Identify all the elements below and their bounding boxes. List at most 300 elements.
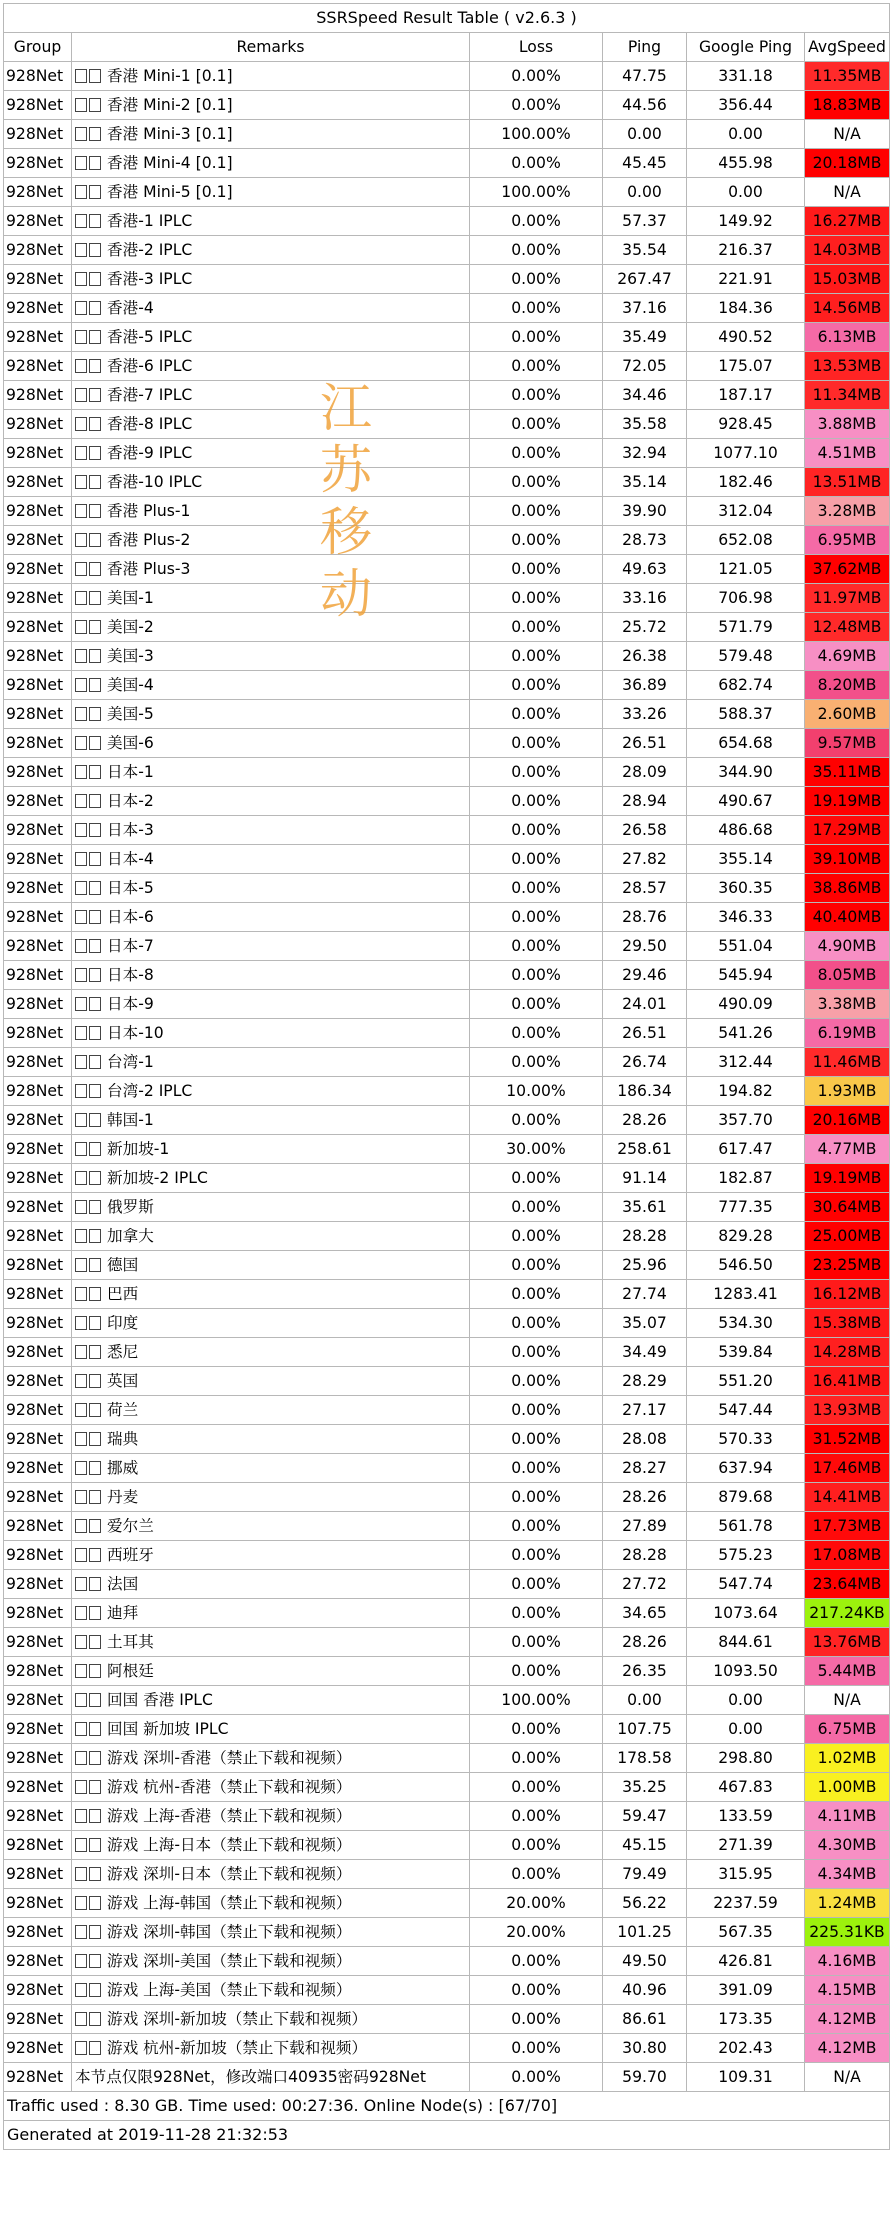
remarks-cell <box>72 91 470 120</box>
remarks-text: 瑞典 <box>107 1430 139 1448</box>
google-ping-cell: 490.09 <box>687 990 805 1019</box>
remarks-cell <box>72 2034 470 2063</box>
remarks-text: 悉尼 <box>107 1343 139 1361</box>
ping-cell: 49.63 <box>603 555 687 584</box>
table-row <box>4 787 890 816</box>
remarks-cell <box>72 352 470 381</box>
flag-placeholder-icon <box>89 562 101 576</box>
table-row <box>4 874 890 903</box>
loss-cell: 0.00% <box>470 1715 603 1744</box>
ping-cell: 57.37 <box>603 207 687 236</box>
table-row <box>4 1454 890 1483</box>
traffic-summary: Traffic used : 8.30 GB. Time used: 00:27:36. Online Node(s) : [67/70] <box>4 2092 890 2121</box>
flag-placeholder-icon <box>89 1113 101 1127</box>
flag-placeholder-icon <box>75 1693 87 1707</box>
ping-cell: 28.26 <box>603 1483 687 1512</box>
avg-speed-cell: 4.30MB <box>805 1831 890 1860</box>
remarks-cell <box>72 555 470 584</box>
group-cell: 928Net <box>4 1106 72 1135</box>
table-row <box>4 1599 890 1628</box>
remarks-cell <box>72 1686 470 1715</box>
remarks-cell <box>72 526 470 555</box>
remarks-text: 西班牙 <box>107 1546 154 1564</box>
avg-speed-cell: 3.38MB <box>805 990 890 1019</box>
group-cell: 928Net <box>4 178 72 207</box>
remarks-text: 香港 Mini-5 [0.1] <box>107 183 233 201</box>
remarks-cell <box>72 497 470 526</box>
flag-placeholder-icon <box>89 1867 101 1881</box>
avg-speed-cell: 17.29MB <box>805 816 890 845</box>
remarks-text: 本节点仅限928Net，修改端口40935密码928Net <box>75 2068 427 2086</box>
remarks-text: 土耳其 <box>107 1633 154 1651</box>
loss-cell: 0.00% <box>470 613 603 642</box>
remarks-text: 香港-4 <box>107 299 154 317</box>
ping-cell: 0.00 <box>603 178 687 207</box>
header-row <box>4 33 890 62</box>
remarks-cell <box>72 932 470 961</box>
group-cell: 928Net <box>4 1976 72 2005</box>
remarks-text: 香港 Mini-4 [0.1] <box>107 154 233 172</box>
loss-cell: 0.00% <box>470 990 603 1019</box>
ping-cell: 35.14 <box>603 468 687 497</box>
flag-placeholder-icon <box>89 736 101 750</box>
ping-cell: 28.28 <box>603 1541 687 1570</box>
avg-speed-cell: 13.51MB <box>805 468 890 497</box>
avg-speed-cell: 20.18MB <box>805 149 890 178</box>
table-row <box>4 1396 890 1425</box>
flag-placeholder-icon <box>75 1055 87 1069</box>
loss-cell: 0.00% <box>470 1309 603 1338</box>
table-row <box>4 149 890 178</box>
flag-placeholder-icon <box>75 1229 87 1243</box>
flag-placeholder-icon <box>89 823 101 837</box>
ping-cell: 24.01 <box>603 990 687 1019</box>
flag-placeholder-icon <box>89 1026 101 1040</box>
remarks-cell <box>72 468 470 497</box>
group-cell: 928Net <box>4 207 72 236</box>
flag-placeholder-icon <box>89 214 101 228</box>
flag-placeholder-icon <box>75 1809 87 1823</box>
loss-cell: 100.00% <box>470 1686 603 1715</box>
group-cell: 928Net <box>4 1164 72 1193</box>
table-row <box>4 1367 890 1396</box>
loss-cell: 0.00% <box>470 1860 603 1889</box>
google-ping-cell: 298.80 <box>687 1744 805 1773</box>
remarks-cell <box>72 1280 470 1309</box>
avg-speed-cell: 4.11MB <box>805 1802 890 1831</box>
loss-cell: 0.00% <box>470 1947 603 1976</box>
avg-speed-cell: 217.24KB <box>805 1599 890 1628</box>
remarks-cell <box>72 1222 470 1251</box>
loss-cell: 0.00% <box>470 91 603 120</box>
remarks-cell <box>72 207 470 236</box>
flag-placeholder-icon <box>89 620 101 634</box>
remarks-cell <box>72 1918 470 1947</box>
table-row <box>4 903 890 932</box>
table-row <box>4 1222 890 1251</box>
header-ping: Ping <box>603 33 687 62</box>
loss-cell: 0.00% <box>470 584 603 613</box>
flag-placeholder-icon <box>89 707 101 721</box>
flag-placeholder-icon <box>89 156 101 170</box>
flag-placeholder-icon <box>89 1925 101 1939</box>
flag-placeholder-icon <box>75 823 87 837</box>
footer-row <box>4 2121 890 2150</box>
avg-speed-cell: 17.73MB <box>805 1512 890 1541</box>
flag-placeholder-icon <box>89 881 101 895</box>
group-cell: 928Net <box>4 1396 72 1425</box>
group-cell: 928Net <box>4 555 72 584</box>
flag-placeholder-icon <box>89 1403 101 1417</box>
google-ping-cell: 184.36 <box>687 294 805 323</box>
flag-placeholder-icon <box>89 1780 101 1794</box>
watermark-char: 动 <box>319 565 372 625</box>
avg-speed-cell: 35.11MB <box>805 758 890 787</box>
avg-speed-cell: 4.51MB <box>805 439 890 468</box>
remarks-text: 美国-2 <box>107 618 154 636</box>
ping-cell: 27.82 <box>603 845 687 874</box>
avg-speed-cell: 1.02MB <box>805 1744 890 1773</box>
ping-cell: 30.80 <box>603 2034 687 2063</box>
remarks-text: 香港 Plus-1 <box>107 502 191 520</box>
group-cell: 928Net <box>4 1802 72 1831</box>
ping-cell: 26.51 <box>603 729 687 758</box>
flag-placeholder-icon <box>75 1490 87 1504</box>
table-row <box>4 1280 890 1309</box>
table-row <box>4 1628 890 1657</box>
remarks-text: 日本-4 <box>107 850 154 868</box>
google-ping-cell: 175.07 <box>687 352 805 381</box>
flag-placeholder-icon <box>89 69 101 83</box>
remarks-cell <box>72 120 470 149</box>
flag-placeholder-icon <box>89 1809 101 1823</box>
google-ping-cell: 467.83 <box>687 1773 805 1802</box>
avg-speed-cell: 14.56MB <box>805 294 890 323</box>
remarks-cell <box>72 584 470 613</box>
flag-placeholder-icon <box>75 1664 87 1678</box>
group-cell: 928Net <box>4 1715 72 1744</box>
google-ping-cell: 1073.64 <box>687 1599 805 1628</box>
remarks-text: 香港-3 IPLC <box>107 270 193 288</box>
avg-speed-cell: 30.64MB <box>805 1193 890 1222</box>
flag-placeholder-icon <box>75 446 87 460</box>
flag-placeholder-icon <box>89 127 101 141</box>
ping-cell: 44.56 <box>603 91 687 120</box>
group-cell: 928Net <box>4 497 72 526</box>
remarks-cell <box>72 1396 470 1425</box>
avg-speed-cell: 37.62MB <box>805 555 890 584</box>
remarks-text: 日本-5 <box>107 879 154 897</box>
flag-placeholder-icon <box>75 1838 87 1852</box>
group-cell: 928Net <box>4 1338 72 1367</box>
avg-speed-cell: 18.83MB <box>805 91 890 120</box>
flag-placeholder-icon <box>89 272 101 286</box>
ping-cell: 28.94 <box>603 787 687 816</box>
avg-speed-cell: 13.53MB <box>805 352 890 381</box>
avg-speed-cell: 11.97MB <box>805 584 890 613</box>
group-cell: 928Net <box>4 845 72 874</box>
avg-speed-cell: 6.75MB <box>805 1715 890 1744</box>
flag-placeholder-icon <box>89 301 101 315</box>
remarks-cell <box>72 1657 470 1686</box>
remarks-cell <box>72 1483 470 1512</box>
loss-cell: 0.00% <box>470 700 603 729</box>
google-ping-cell: 0.00 <box>687 178 805 207</box>
header-avg-speed: AvgSpeed <box>805 33 890 62</box>
loss-cell: 0.00% <box>470 439 603 468</box>
avg-speed-cell: N/A <box>805 1686 890 1715</box>
google-ping-cell: 202.43 <box>687 2034 805 2063</box>
group-cell: 928Net <box>4 323 72 352</box>
google-ping-cell: 706.98 <box>687 584 805 613</box>
remarks-text: 台湾-1 <box>107 1053 154 1071</box>
remarks-text: 香港 Mini-2 [0.1] <box>107 96 233 114</box>
remarks-cell <box>72 1193 470 1222</box>
flag-placeholder-icon <box>89 1084 101 1098</box>
loss-cell: 0.00% <box>470 1773 603 1802</box>
flag-placeholder-icon <box>89 533 101 547</box>
table-row <box>4 700 890 729</box>
avg-speed-cell: 13.93MB <box>805 1396 890 1425</box>
google-ping-cell: 1283.41 <box>687 1280 805 1309</box>
group-cell: 928Net <box>4 1686 72 1715</box>
flag-placeholder-icon <box>75 504 87 518</box>
loss-cell: 20.00% <box>470 1918 603 1947</box>
avg-speed-cell: 16.12MB <box>805 1280 890 1309</box>
flag-placeholder-icon <box>75 1345 87 1359</box>
avg-speed-cell: 6.13MB <box>805 323 890 352</box>
remarks-cell <box>72 236 470 265</box>
ping-cell: 25.72 <box>603 613 687 642</box>
flag-placeholder-icon <box>89 417 101 431</box>
ping-cell: 59.70 <box>603 2063 687 2092</box>
flag-placeholder-icon <box>75 736 87 750</box>
ping-cell: 45.45 <box>603 149 687 178</box>
remarks-cell <box>72 1860 470 1889</box>
google-ping-cell: 561.78 <box>687 1512 805 1541</box>
remarks-text: 香港-9 IPLC <box>107 444 193 462</box>
google-ping-cell: 346.33 <box>687 903 805 932</box>
remarks-text: 美国-6 <box>107 734 154 752</box>
google-ping-cell: 426.81 <box>687 1947 805 1976</box>
avg-speed-cell: 5.44MB <box>805 1657 890 1686</box>
group-cell: 928Net <box>4 1019 72 1048</box>
avg-speed-cell: 4.15MB <box>805 1976 890 2005</box>
remarks-text: 日本-6 <box>107 908 154 926</box>
avg-speed-cell: 4.90MB <box>805 932 890 961</box>
flag-placeholder-icon <box>75 620 87 634</box>
google-ping-cell: 1077.10 <box>687 439 805 468</box>
flag-placeholder-icon <box>75 2041 87 2055</box>
google-ping-cell: 490.67 <box>687 787 805 816</box>
avg-speed-cell: 11.46MB <box>805 1048 890 1077</box>
remarks-text: 香港-5 IPLC <box>107 328 193 346</box>
google-ping-cell: 570.33 <box>687 1425 805 1454</box>
flag-placeholder-icon <box>89 359 101 373</box>
loss-cell: 20.00% <box>470 1889 603 1918</box>
loss-cell: 0.00% <box>470 1338 603 1367</box>
avg-speed-cell: 17.46MB <box>805 1454 890 1483</box>
ping-cell: 28.09 <box>603 758 687 787</box>
avg-speed-cell: 225.31KB <box>805 1918 890 1947</box>
remarks-cell <box>72 758 470 787</box>
google-ping-cell: 315.95 <box>687 1860 805 1889</box>
group-cell: 928Net <box>4 1280 72 1309</box>
ping-cell: 35.61 <box>603 1193 687 1222</box>
google-ping-cell: 194.82 <box>687 1077 805 1106</box>
ping-cell: 107.75 <box>603 1715 687 1744</box>
table-row <box>4 1976 890 2005</box>
google-ping-cell: 551.20 <box>687 1367 805 1396</box>
google-ping-cell: 312.04 <box>687 497 805 526</box>
remarks-cell <box>72 1570 470 1599</box>
flag-placeholder-icon <box>89 98 101 112</box>
group-cell: 928Net <box>4 62 72 91</box>
remarks-text: 荷兰 <box>107 1401 139 1419</box>
remarks-cell <box>72 671 470 700</box>
loss-cell: 0.00% <box>470 410 603 439</box>
loss-cell: 0.00% <box>470 352 603 381</box>
flag-placeholder-icon <box>75 98 87 112</box>
avg-speed-cell: N/A <box>805 2063 890 2092</box>
remarks-cell <box>72 1599 470 1628</box>
flag-placeholder-icon <box>89 1664 101 1678</box>
table-row <box>4 2034 890 2063</box>
ping-cell: 33.26 <box>603 700 687 729</box>
table-row <box>4 381 890 410</box>
remarks-cell <box>72 1251 470 1280</box>
table-row <box>4 816 890 845</box>
ping-cell: 28.73 <box>603 526 687 555</box>
avg-speed-cell: 39.10MB <box>805 845 890 874</box>
remarks-text: 香港-6 IPLC <box>107 357 193 375</box>
group-cell: 928Net <box>4 1918 72 1947</box>
google-ping-cell: 571.79 <box>687 613 805 642</box>
flag-placeholder-icon <box>75 1896 87 1910</box>
loss-cell: 0.00% <box>470 323 603 352</box>
table-row <box>4 1686 890 1715</box>
ping-cell: 28.08 <box>603 1425 687 1454</box>
remarks-cell <box>72 2063 470 2092</box>
flag-placeholder-icon <box>89 388 101 402</box>
ping-cell: 101.25 <box>603 1918 687 1947</box>
remarks-text: 美国-1 <box>107 589 154 607</box>
google-ping-cell: 133.59 <box>687 1802 805 1831</box>
ping-cell: 0.00 <box>603 120 687 149</box>
remarks-cell <box>72 700 470 729</box>
google-ping-cell: 547.74 <box>687 1570 805 1599</box>
table-row <box>4 120 890 149</box>
group-cell: 928Net <box>4 1425 72 1454</box>
ping-cell: 26.38 <box>603 642 687 671</box>
remarks-cell <box>72 1338 470 1367</box>
table-row <box>4 1889 890 1918</box>
remarks-text: 台湾-2 IPLC <box>107 1082 193 1100</box>
group-cell: 928Net <box>4 1628 72 1657</box>
ping-cell: 40.96 <box>603 1976 687 2005</box>
google-ping-cell: 182.46 <box>687 468 805 497</box>
table-row <box>4 932 890 961</box>
ping-cell: 27.72 <box>603 1570 687 1599</box>
table-row <box>4 1512 890 1541</box>
remarks-text: 游戏 深圳-韩国（禁止下载和视频） <box>107 1923 352 1941</box>
ping-cell: 27.89 <box>603 1512 687 1541</box>
remarks-text: 挪威 <box>107 1459 139 1477</box>
generated-at: Generated at 2019-11-28 21:32:53 <box>4 2121 890 2150</box>
group-cell: 928Net <box>4 2005 72 2034</box>
ping-cell: 35.58 <box>603 410 687 439</box>
remarks-cell <box>72 1831 470 1860</box>
remarks-cell <box>72 1541 470 1570</box>
flag-placeholder-icon <box>89 1954 101 1968</box>
table-row <box>4 1193 890 1222</box>
flag-placeholder-icon <box>89 1258 101 1272</box>
table-row <box>4 1744 890 1773</box>
flag-placeholder-icon <box>75 678 87 692</box>
flag-placeholder-icon <box>89 185 101 199</box>
flag-placeholder-icon <box>89 1229 101 1243</box>
group-cell: 928Net <box>4 874 72 903</box>
remarks-cell <box>72 265 470 294</box>
remarks-text: 新加坡-2 IPLC <box>107 1169 208 1187</box>
remarks-cell <box>72 1164 470 1193</box>
loss-cell: 0.00% <box>470 1164 603 1193</box>
remarks-cell <box>72 1077 470 1106</box>
ping-cell: 28.28 <box>603 1222 687 1251</box>
ping-cell: 28.57 <box>603 874 687 903</box>
loss-cell: 0.00% <box>470 1396 603 1425</box>
flag-placeholder-icon <box>75 765 87 779</box>
remarks-cell <box>72 1454 470 1483</box>
google-ping-cell: 534.30 <box>687 1309 805 1338</box>
table-row <box>4 729 890 758</box>
google-ping-cell: 844.61 <box>687 1628 805 1657</box>
ping-cell: 86.61 <box>603 2005 687 2034</box>
group-cell: 928Net <box>4 1744 72 1773</box>
remarks-cell <box>72 178 470 207</box>
ping-cell: 72.05 <box>603 352 687 381</box>
google-ping-cell: 331.18 <box>687 62 805 91</box>
flag-placeholder-icon <box>89 1374 101 1388</box>
flag-placeholder-icon <box>75 330 87 344</box>
google-ping-cell: 121.05 <box>687 555 805 584</box>
table-row <box>4 1773 890 1802</box>
ping-cell: 25.96 <box>603 1251 687 1280</box>
google-ping-cell: 879.68 <box>687 1483 805 1512</box>
avg-speed-cell: 6.19MB <box>805 1019 890 1048</box>
remarks-text: 迪拜 <box>107 1604 139 1622</box>
flag-placeholder-icon <box>75 1925 87 1939</box>
google-ping-cell: 2237.59 <box>687 1889 805 1918</box>
flag-placeholder-icon <box>75 1403 87 1417</box>
avg-speed-cell: 8.05MB <box>805 961 890 990</box>
google-ping-cell: 567.35 <box>687 1918 805 1947</box>
table-row <box>4 1657 890 1686</box>
avg-speed-cell: 31.52MB <box>805 1425 890 1454</box>
remarks-cell <box>72 1889 470 1918</box>
header-loss: Loss <box>470 33 603 62</box>
google-ping-cell: 221.91 <box>687 265 805 294</box>
loss-cell: 0.00% <box>470 468 603 497</box>
flag-placeholder-icon <box>75 910 87 924</box>
google-ping-cell: 391.09 <box>687 1976 805 2005</box>
avg-speed-cell: 19.19MB <box>805 787 890 816</box>
google-ping-cell: 547.44 <box>687 1396 805 1425</box>
remarks-text: 丹麦 <box>107 1488 139 1506</box>
ping-cell: 39.90 <box>603 497 687 526</box>
table-row <box>4 352 890 381</box>
remarks-cell <box>72 1715 470 1744</box>
